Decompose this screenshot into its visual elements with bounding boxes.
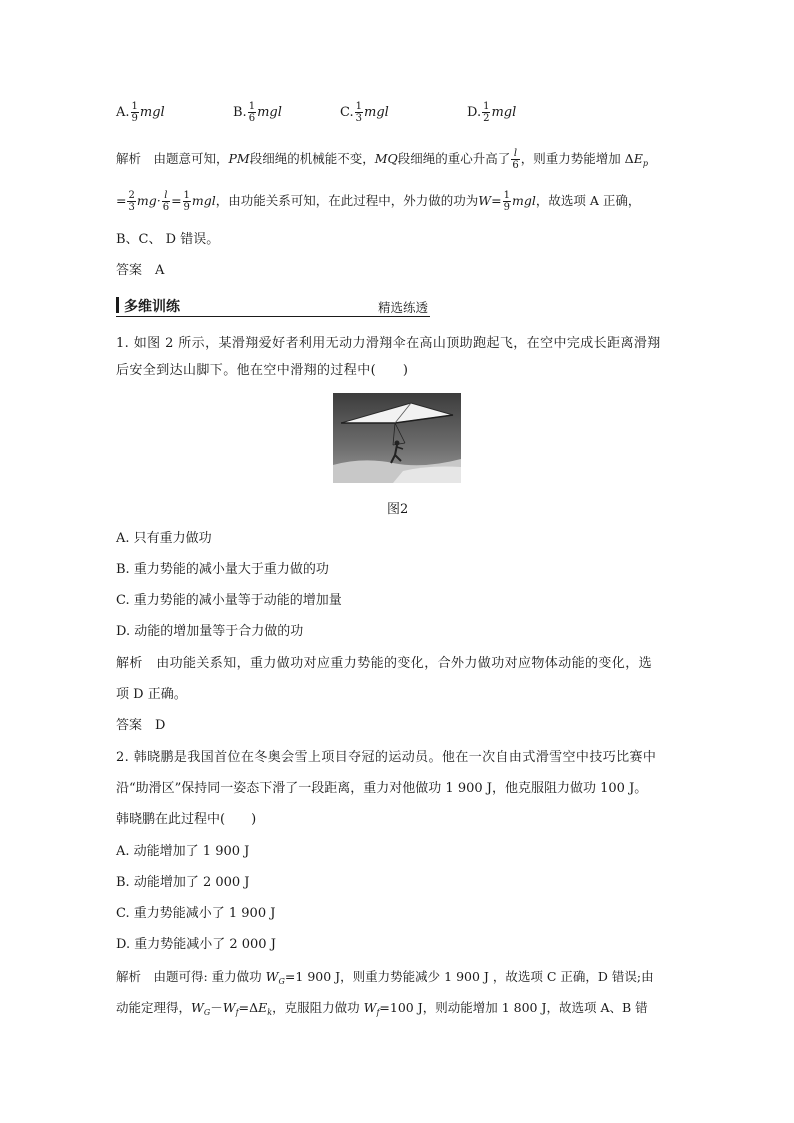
option-label: C. [340,105,354,120]
text: 解析 由题意可知， [116,151,229,166]
option-c [340,101,389,124]
text: ，由功能关系可知，在此过程中，外力做的功为 [215,193,479,208]
text: = [491,193,502,208]
option-unit: mgl [364,105,389,120]
q2-line-1: 2. 韩晓鹏是我国首位在冬奥会雪上项目夺冠的运动员。他在一次自由式滑雪空中技巧比赛中 [116,750,657,765]
var: W [478,193,492,208]
numerator: l [162,190,170,202]
fraction [482,101,490,124]
option-a [116,101,165,124]
text: =Δ [238,1000,259,1015]
fraction [127,190,135,213]
option-label: A. [116,105,130,120]
q1-answer: 答案 D [116,718,166,733]
q2-analysis-line-1 [116,968,654,991]
text: 段细绳的重心升高了 [397,151,511,166]
numerator: 1 [131,101,138,112]
var: W [191,1000,204,1015]
denominator: 2 [483,113,490,124]
subscript: f [376,1008,380,1017]
text: =100 J，则动能增加 1 800 J，故选项 A、B 错 [379,1000,648,1015]
text: = [171,193,182,208]
option-d [467,101,516,124]
section-header [116,296,430,317]
q2-option-a: A. 动能增加了 1 900 J [116,844,250,859]
q1-option-b: B. 重力势能的减小量大于重力做的功 [116,562,329,577]
q2-option-d: D. 重力势能减小了 2 000 J [116,937,276,952]
text: =1 900 J，则重力势能减少 1 900 J ，故选项 C 正确，D 错误;由 [284,969,654,984]
var: W [363,1000,377,1015]
denominator: 9 [503,202,511,213]
numerator: 1 [355,101,362,112]
q2-line-2: 沿“助滑区”保持同一姿态下滑了一段距离，重力对他做功 1 900 J，他克服阻力做功 100 J。 [116,781,648,796]
analysis-line-1 [116,148,648,173]
subscript: k [267,1008,273,1017]
var: W [222,1000,236,1015]
q2-option-c: C. 重力势能减小了 1 900 J [116,906,276,921]
fraction [248,101,256,124]
q1-option-a: A. 只有重力做功 [116,531,212,546]
option-label: D. [467,105,482,120]
var: MQ [374,151,398,166]
denominator: 6 [512,160,519,171]
fraction [355,101,363,124]
denominator: 3 [128,202,135,213]
q2-option-b: B. 动能增加了 2 000 J [116,875,250,890]
option-label: B. [233,105,247,120]
text: mgl [512,193,536,208]
text: mg· [136,193,161,208]
text: ，则重力势能增加 Δ [520,151,634,166]
option-unit: mgl [491,105,517,120]
denominator: 6 [162,202,170,213]
q1-line-1: 1. 如图 2 所示，某滑翔爱好者利用无动力滑翔伞在高山顶助跑起飞，在空中完成长距离滑翔 [116,336,661,351]
q1-line-2: 后安全到达山脚下。他在空中滑翔的过程中( ) [116,363,409,378]
option-b [233,101,282,124]
var: PM [228,151,250,166]
text: 动能定理得， [116,1000,192,1015]
numerator: 2 [128,190,135,201]
section-subtitle: 精选练透 [377,300,428,315]
subscript: f [235,1008,239,1017]
hang-glider-photo [333,393,461,483]
hang-glider-illustration [333,393,461,483]
option-unit: mgl [139,105,165,120]
q1-option-d: D. 动能的增加量等于合力做的功 [116,624,304,639]
text: － [210,1000,223,1015]
denominator: 9 [131,113,138,124]
section-bar [116,297,119,313]
text: = [116,193,127,208]
analysis-line-3: B、C、 D 错误。 [116,232,220,247]
figure-caption: 图2 [387,502,409,517]
text: 段细绳的机械能不变， [249,151,375,166]
text: mgl [191,193,216,208]
subscript: G [203,1008,211,1017]
var: W [265,969,279,984]
numerator: 1 [503,190,511,201]
fraction [511,148,519,171]
denominator: 6 [248,113,256,124]
q2-analysis-line-2 [116,999,648,1022]
subscript: G [278,977,285,986]
q2-line-3: 韩晓鹏在此过程中( ) [116,812,257,827]
fraction [162,190,170,213]
numerator: 1 [183,190,190,201]
analysis-line-2 [116,190,640,213]
text: 解析 由题可得: 重力做功 [116,969,266,984]
numerator: l [511,148,519,160]
fraction [183,190,191,213]
section-title: 多维训练 [124,299,180,315]
denominator: 9 [183,202,190,213]
q1-analysis-line-1: 解析 由功能关系知，重力做功对应重力势能的变化，合外力做功对应物体动能的变化，选 [116,656,653,671]
numerator: 1 [483,101,490,112]
subscript: p [642,159,648,168]
fraction [503,190,511,213]
text: ，故选项 A 正确， [535,193,641,208]
denominator: 3 [355,113,362,124]
var: E [258,1000,268,1015]
var: E [633,151,643,166]
q1-option-c: C. 重力势能的减小量等于动能的增加量 [116,593,342,608]
text: ，克服阻力做功 [272,1000,364,1015]
q1-analysis-line-2: 项 D 正确。 [116,687,187,702]
option-unit: mgl [257,105,282,120]
fraction [131,101,139,124]
numerator: 1 [248,101,256,112]
answer-1: 答案 A [116,263,165,278]
